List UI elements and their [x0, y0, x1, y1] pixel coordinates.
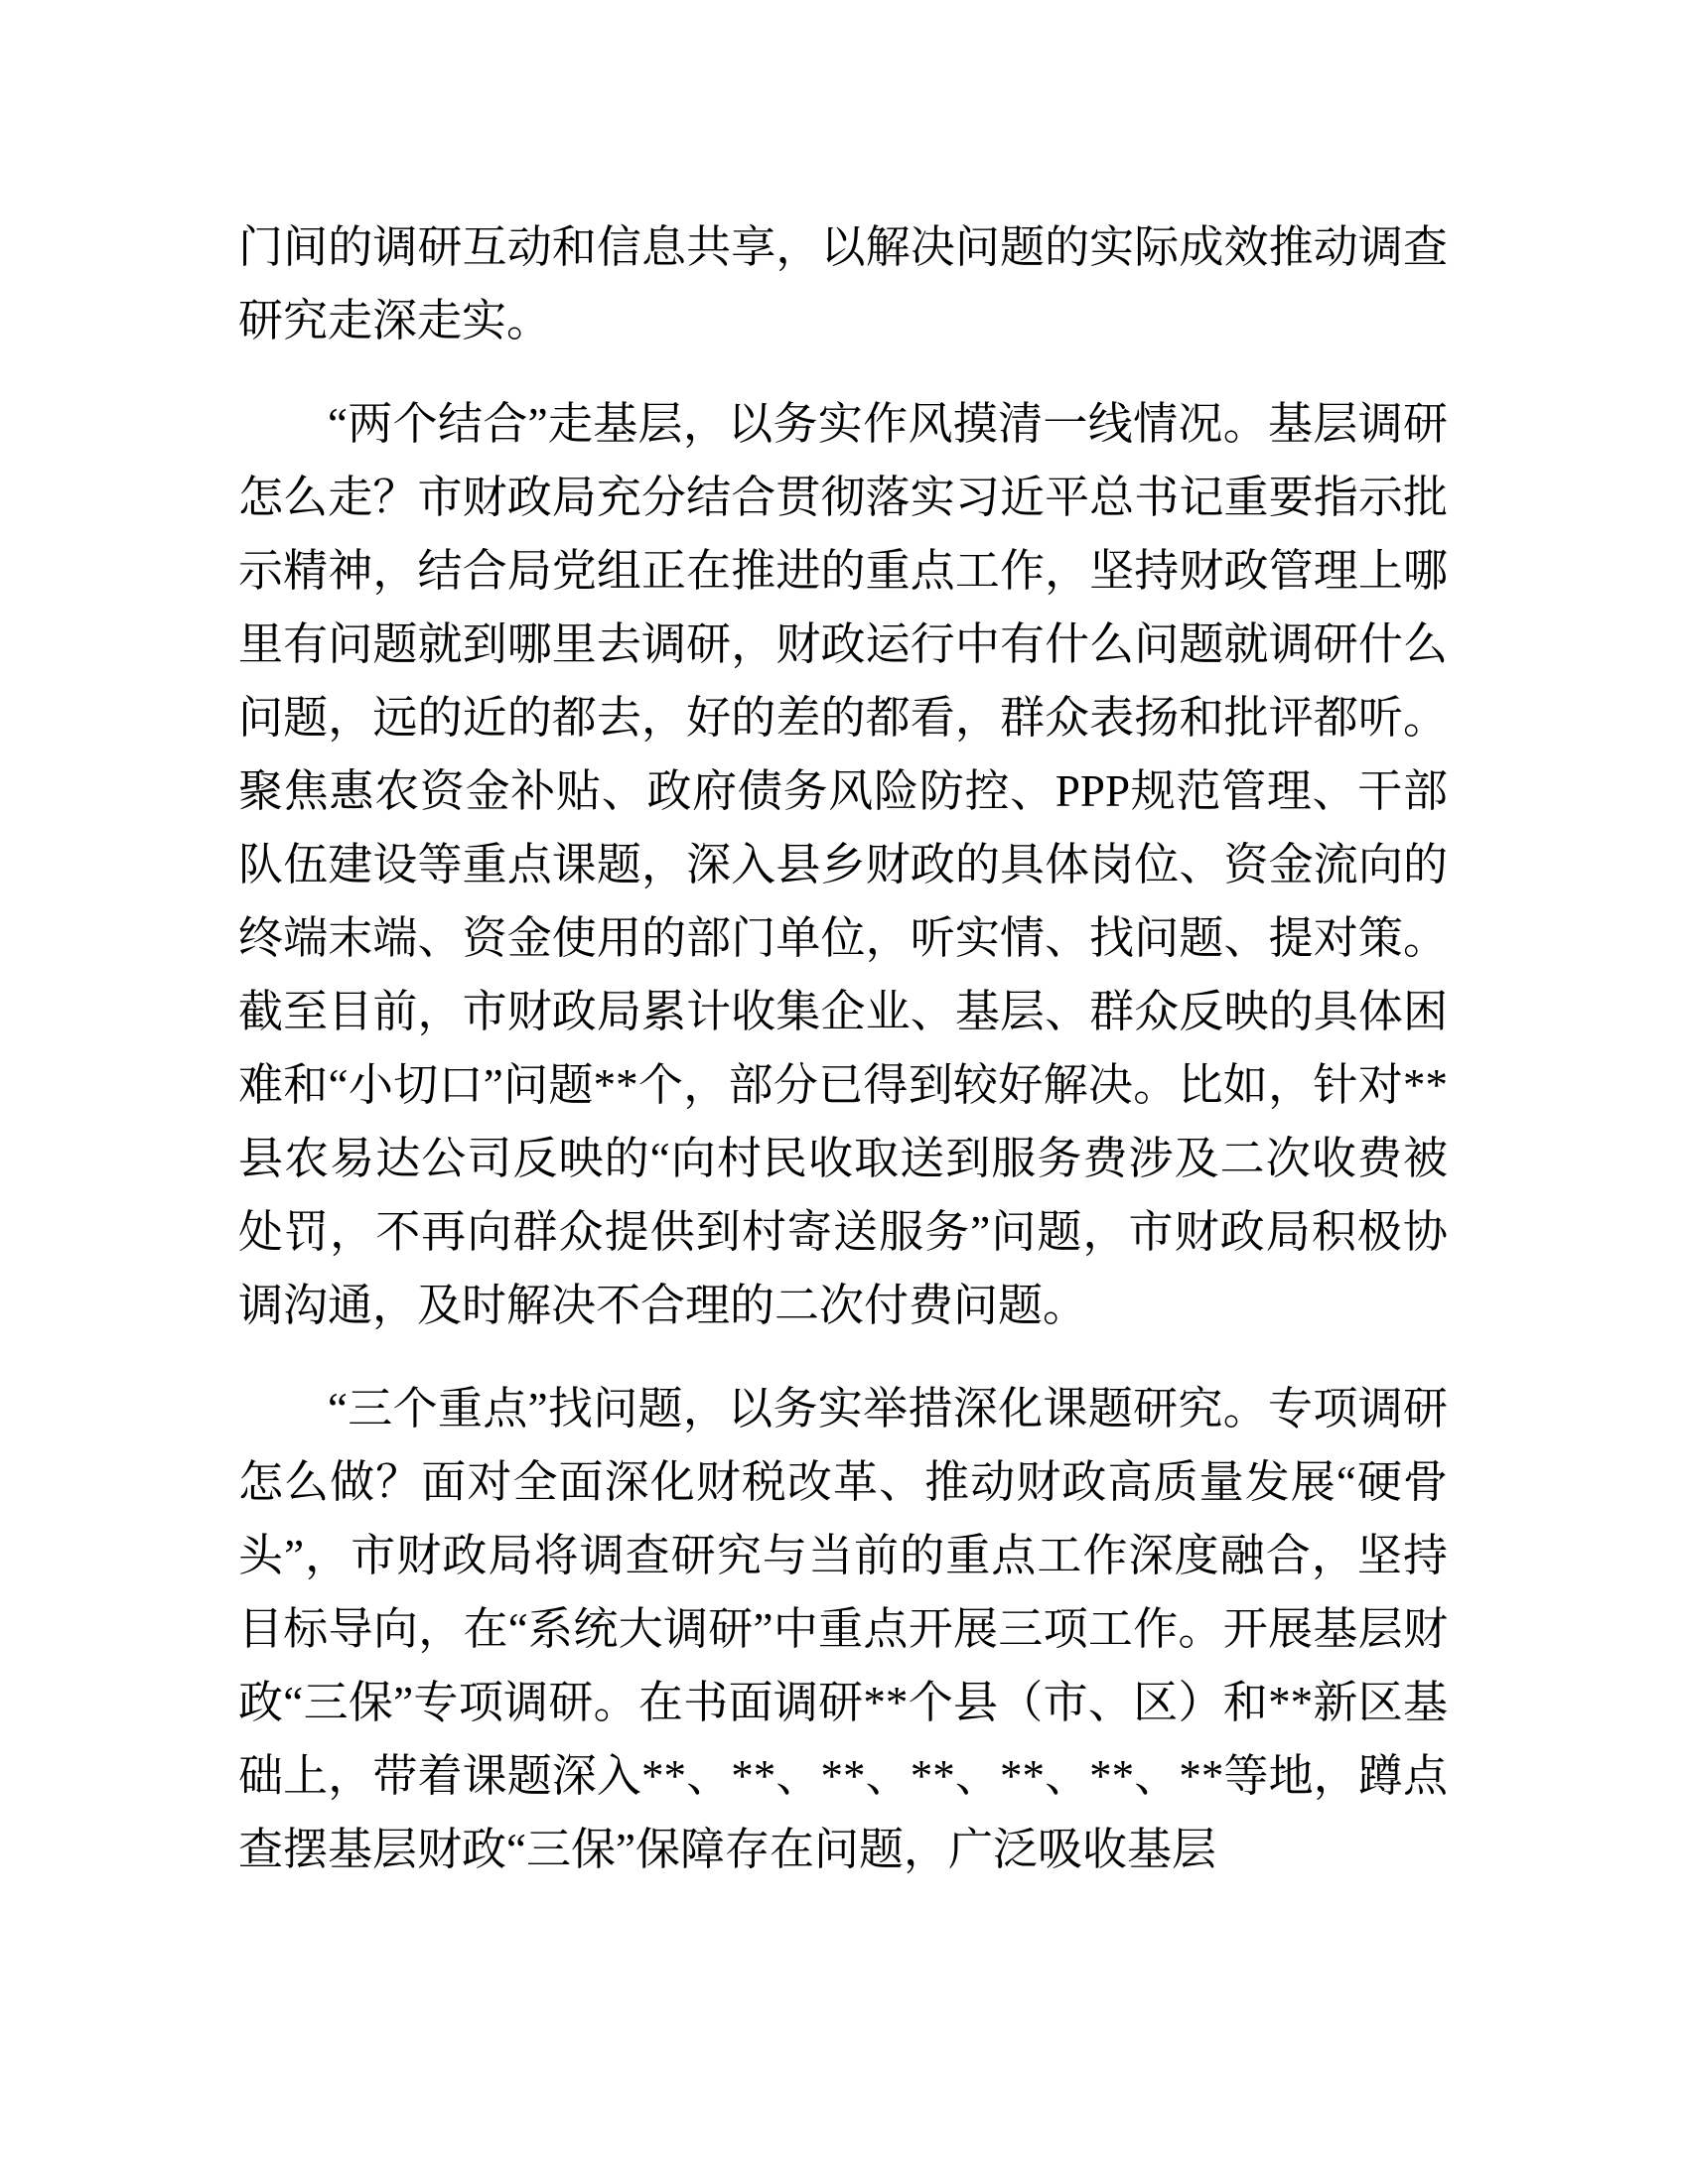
paragraph-continuation: 门间的调研互动和信息共享，以解决问题的实际成效推动调查研究走深走实。 [238, 222, 1448, 345]
paragraph-two-combinations: “两个结合”走基层，以务实作风摸清一线情况。基层调研怎么走？市财政局充分结合贯彻落实习近平总书记重要指示批示精神，结合局党组正在推进的重点工作，坚持财政管理上哪里有问题就到哪里去调研，财政运行中有什么问题就调研什么问题，远的近的都去，好的差的都看，群众表扬和批评都听。聚焦惠农资金补贴、政府债务风险防控、PPP规范管理、干部队伍建设等重点课题，深入县乡财政的具体岗位、资金流向的终端末端、资金使用的部门单位，听实情、找问题、提对策。截至目前，市财政局累计收集企业、基层、群众反映的具体困难和“小切口”问题**个，部分已得到较好解决。比如，针对**县农易达公司反映的“向村民收取送到服务费涉及二次收费被处罚，不再向群众提供到村寄送服务”问题，市财政局积极协调沟通，及时解决不合理的二次付费问题。 [238, 399, 1448, 1330]
paragraph-three-priorities: “三个重点”找问题，以务实举措深化课题研究。专项调研怎么做？面对全面深化财税改革、推动财政高质量发展“硬骨头”，市财政局将调查研究与当前的重点工作深度融合，坚持目标导向，在“系统大调研”中重点开展三项工作。开展基层财政“三保”专项调研。在书面调研**个县（市、区）和**新区基础上，带着课题深入**、**、**、**、**、**、**等地，蹲点查摆基层财政“三保”保障存在问题，广泛吸收基层 [238, 1384, 1448, 1874]
